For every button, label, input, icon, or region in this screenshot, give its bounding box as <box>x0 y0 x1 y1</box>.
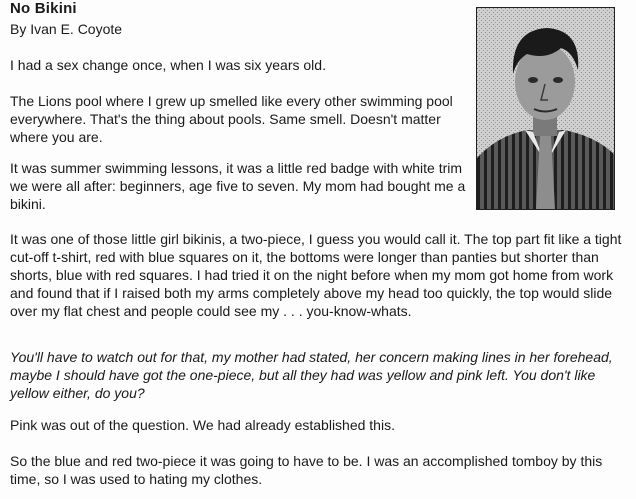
author-portrait-photo <box>476 7 615 210</box>
paragraph-1: I had a sex change once, when I was six years old. <box>10 57 326 73</box>
paragraph-6: Pink was out of the question. We had already established this. <box>10 417 395 433</box>
article-title: No Bikini <box>10 0 77 17</box>
article-byline: By Ivan E. Coyote <box>10 21 123 37</box>
paragraph-7: So the blue and red two-piece it was going to have to be. I was an accomplished tomboy by this time, so I was used to hating my clothes. <box>10 453 603 487</box>
paragraph-5: You'll have to watch out for that, my mother had stated, her concern making lines in her forehead, maybe I should have got the one-piece, but all they had was yellow and pink left. You don't like yellow either, do you? <box>10 349 613 401</box>
portrait-icon <box>477 8 614 209</box>
paragraph-3: It was summer swimming lessons, it was a little red badge with white trim we were all after: beginners, age five to seven. My mom had bought me a bikini. <box>10 160 466 212</box>
paragraph-4: It was one of those little girl bikinis, a two-piece, I guess you would call it. The top part fit like a tight cut-off t-shirt, red with blue squares on it, the bottoms were longer than panties but shorter than shorts, blue with red squares. I had tried it on the night before when my mom got home from work and found that if I raised both my arms completely above my head too quickly, the top would slide over my flat chest and people could see my . . . you-know-whats. <box>10 231 622 319</box>
paragraph-2: The Lions pool where I grew up smelled like every other swimming pool everywhere. That's the thing about pools. Same smell. Doesn't matter where you are. <box>10 93 453 145</box>
